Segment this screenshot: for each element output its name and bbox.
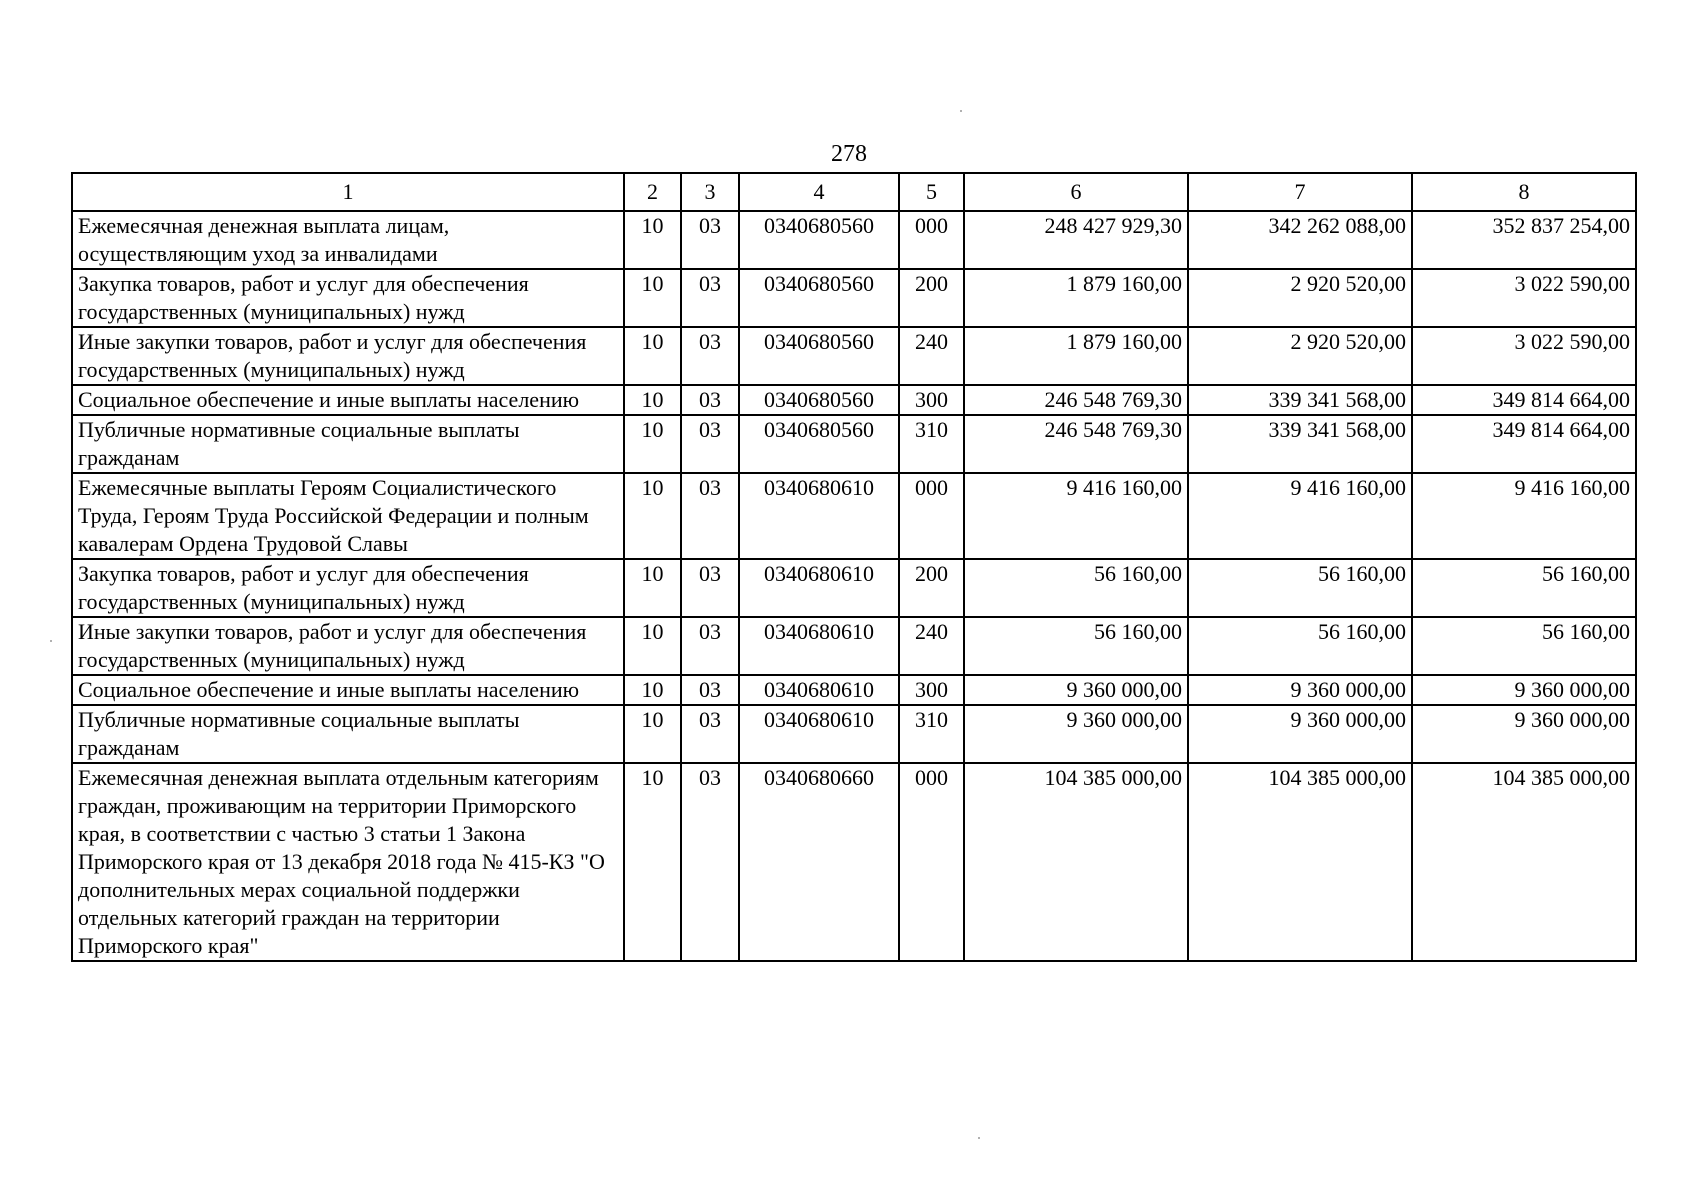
row-name: Социальное обеспечение и иные выплаты населению bbox=[72, 385, 624, 415]
column-header: 5 bbox=[899, 173, 964, 211]
row-target-code: 0340680610 bbox=[739, 675, 899, 705]
column-header: 4 bbox=[739, 173, 899, 211]
row-amount-7: 104 385 000,00 bbox=[1188, 763, 1412, 961]
row-expense-code: 200 bbox=[899, 559, 964, 617]
row-amount-8: 9 360 000,00 bbox=[1412, 705, 1636, 763]
column-header: 7 bbox=[1188, 173, 1412, 211]
row-name: Ежемесячные выплаты Героям Социалистического Труда, Героям Труда Российской Федерации и полным кавалерам Ордена Трудовой Славы bbox=[72, 473, 624, 559]
row-target-code: 0340680660 bbox=[739, 763, 899, 961]
row-amount-8: 3 022 590,00 bbox=[1412, 327, 1636, 385]
row-expense-code: 300 bbox=[899, 675, 964, 705]
row-amount-8: 104 385 000,00 bbox=[1412, 763, 1636, 961]
row-section: 10 bbox=[624, 211, 681, 269]
table-row bbox=[72, 211, 1636, 269]
row-name: Ежемесячная денежная выплата отдельным категориям граждан, проживающим на территории Приморского края, в соответствии с частью 3 статьи 1 Закона Приморского края от 13 декабря 2018 года № 415-КЗ "О дополнительных мерах социальной поддержки отдельных категорий граждан на территории Приморского края" bbox=[72, 763, 624, 961]
row-amount-6: 9 360 000,00 bbox=[964, 675, 1188, 705]
scan-speck bbox=[960, 110, 962, 112]
row-amount-6: 1 879 160,00 bbox=[964, 269, 1188, 327]
row-amount-8: 3 022 590,00 bbox=[1412, 269, 1636, 327]
row-amount-8: 56 160,00 bbox=[1412, 617, 1636, 675]
row-expense-code: 200 bbox=[899, 269, 964, 327]
row-target-code: 0340680610 bbox=[739, 617, 899, 675]
row-amount-7: 9 360 000,00 bbox=[1188, 675, 1412, 705]
row-section: 10 bbox=[624, 415, 681, 473]
row-amount-6: 9 416 160,00 bbox=[964, 473, 1188, 559]
row-amount-7: 2 920 520,00 bbox=[1188, 327, 1412, 385]
row-amount-6: 56 160,00 bbox=[964, 559, 1188, 617]
table-row bbox=[72, 473, 1636, 559]
row-amount-6: 9 360 000,00 bbox=[964, 705, 1188, 763]
row-name: Закупка товаров, работ и услуг для обеспечения государственных (муниципальных) нужд bbox=[72, 269, 624, 327]
row-expense-code: 310 bbox=[899, 705, 964, 763]
row-expense-code: 000 bbox=[899, 763, 964, 961]
column-header: 3 bbox=[681, 173, 739, 211]
row-expense-code: 000 bbox=[899, 473, 964, 559]
row-section: 10 bbox=[624, 763, 681, 961]
row-subsection: 03 bbox=[681, 705, 739, 763]
row-expense-code: 240 bbox=[899, 327, 964, 385]
row-amount-6: 246 548 769,30 bbox=[964, 385, 1188, 415]
row-subsection: 03 bbox=[681, 617, 739, 675]
row-section: 10 bbox=[624, 385, 681, 415]
table-row bbox=[72, 385, 1636, 415]
scan-speck bbox=[50, 640, 52, 642]
table-row bbox=[72, 675, 1636, 705]
table-row bbox=[72, 269, 1636, 327]
row-expense-code: 300 bbox=[899, 385, 964, 415]
row-subsection: 03 bbox=[681, 473, 739, 559]
row-target-code: 0340680610 bbox=[739, 473, 899, 559]
row-subsection: 03 bbox=[681, 269, 739, 327]
row-name: Иные закупки товаров, работ и услуг для обеспечения государственных (муниципальных) нужд bbox=[72, 617, 624, 675]
row-amount-8: 349 814 664,00 bbox=[1412, 385, 1636, 415]
table-row bbox=[72, 763, 1636, 961]
row-section: 10 bbox=[624, 327, 681, 385]
table-row bbox=[72, 705, 1636, 763]
table-row bbox=[72, 617, 1636, 675]
row-target-code: 0340680560 bbox=[739, 269, 899, 327]
row-amount-8: 352 837 254,00 bbox=[1412, 211, 1636, 269]
row-subsection: 03 bbox=[681, 763, 739, 961]
column-header: 2 bbox=[624, 173, 681, 211]
row-subsection: 03 bbox=[681, 385, 739, 415]
row-section: 10 bbox=[624, 675, 681, 705]
row-subsection: 03 bbox=[681, 415, 739, 473]
row-section: 10 bbox=[624, 473, 681, 559]
row-amount-7: 339 341 568,00 bbox=[1188, 385, 1412, 415]
row-amount-7: 56 160,00 bbox=[1188, 559, 1412, 617]
row-amount-6: 248 427 929,30 bbox=[964, 211, 1188, 269]
row-amount-7: 2 920 520,00 bbox=[1188, 269, 1412, 327]
row-amount-6: 1 879 160,00 bbox=[964, 327, 1188, 385]
row-name: Публичные нормативные социальные выплаты гражданам bbox=[72, 415, 624, 473]
row-amount-8: 56 160,00 bbox=[1412, 559, 1636, 617]
page-number: 278 bbox=[831, 141, 867, 167]
row-subsection: 03 bbox=[681, 559, 739, 617]
row-name: Социальное обеспечение и иные выплаты населению bbox=[72, 675, 624, 705]
row-amount-7: 339 341 568,00 bbox=[1188, 415, 1412, 473]
row-subsection: 03 bbox=[681, 211, 739, 269]
row-name: Публичные нормативные социальные выплаты гражданам bbox=[72, 705, 624, 763]
budget-table bbox=[71, 172, 1637, 962]
row-target-code: 0340680560 bbox=[739, 211, 899, 269]
column-header: 1 bbox=[72, 173, 624, 211]
header-row bbox=[72, 173, 1636, 211]
row-name: Ежемесячная денежная выплата лицам, осуществляющим уход за инвалидами bbox=[72, 211, 624, 269]
row-target-code: 0340680610 bbox=[739, 705, 899, 763]
row-amount-8: 349 814 664,00 bbox=[1412, 415, 1636, 473]
row-expense-code: 310 bbox=[899, 415, 964, 473]
row-amount-8: 9 360 000,00 bbox=[1412, 675, 1636, 705]
row-amount-8: 9 416 160,00 bbox=[1412, 473, 1636, 559]
column-header: 6 bbox=[964, 173, 1188, 211]
row-target-code: 0340680610 bbox=[739, 559, 899, 617]
row-amount-7: 9 360 000,00 bbox=[1188, 705, 1412, 763]
row-target-code: 0340680560 bbox=[739, 385, 899, 415]
column-header: 8 bbox=[1412, 173, 1636, 211]
row-target-code: 0340680560 bbox=[739, 327, 899, 385]
row-target-code: 0340680560 bbox=[739, 415, 899, 473]
row-expense-code: 240 bbox=[899, 617, 964, 675]
row-name: Закупка товаров, работ и услуг для обеспечения государственных (муниципальных) нужд bbox=[72, 559, 624, 617]
row-amount-6: 104 385 000,00 bbox=[964, 763, 1188, 961]
row-amount-6: 56 160,00 bbox=[964, 617, 1188, 675]
row-subsection: 03 bbox=[681, 675, 739, 705]
row-section: 10 bbox=[624, 269, 681, 327]
row-section: 10 bbox=[624, 617, 681, 675]
row-amount-7: 56 160,00 bbox=[1188, 617, 1412, 675]
scan-speck bbox=[978, 1137, 980, 1139]
table-row bbox=[72, 559, 1636, 617]
row-amount-7: 9 416 160,00 bbox=[1188, 473, 1412, 559]
row-subsection: 03 bbox=[681, 327, 739, 385]
row-section: 10 bbox=[624, 559, 681, 617]
table-row bbox=[72, 415, 1636, 473]
row-expense-code: 000 bbox=[899, 211, 964, 269]
table-row bbox=[72, 327, 1636, 385]
row-amount-6: 246 548 769,30 bbox=[964, 415, 1188, 473]
row-section: 10 bbox=[624, 705, 681, 763]
row-name: Иные закупки товаров, работ и услуг для обеспечения государственных (муниципальных) нужд bbox=[72, 327, 624, 385]
row-amount-7: 342 262 088,00 bbox=[1188, 211, 1412, 269]
